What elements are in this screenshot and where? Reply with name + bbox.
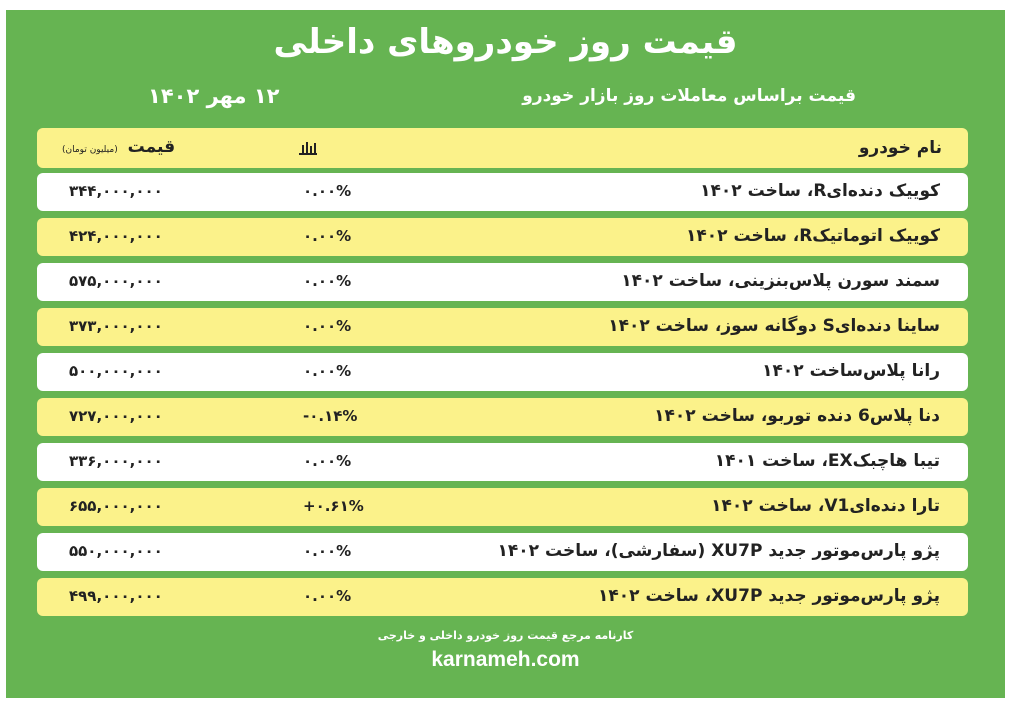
table-row — [37, 488, 968, 526]
car-name: ساینا دنده‌ایS دوگانه سوز، ساخت ۱۴۰۲ — [608, 316, 940, 336]
table-row — [37, 218, 968, 256]
table-row — [37, 443, 968, 481]
car-price: ۵۷۵,۰۰۰,۰۰۰ — [69, 272, 163, 290]
car-name: سمند سورن پلاس‌بنزینی، ساخت ۱۴۰۲ — [621, 271, 940, 291]
car-name: تارا دنده‌ایV1، ساخت ۱۴۰۲ — [711, 496, 940, 516]
table-row — [37, 173, 968, 211]
car-name: دنا پلاس6 دنده توربو، ساخت ۱۴۰۲ — [654, 406, 940, 426]
car-name: کوییک دنده‌ایR، ساخت ۱۴۰۲ — [700, 181, 940, 201]
header-price-label: قیمت — [127, 137, 176, 157]
price-change: ۰.۰۰% — [303, 452, 352, 470]
table-row — [37, 578, 968, 616]
page-title: قیمت روز خودروهای داخلی — [273, 22, 738, 62]
car-name: کوییک اتوماتیکR، ساخت ۱۴۰۲ — [686, 226, 940, 246]
price-change: ۰.۰۰% — [303, 587, 352, 605]
car-price: ۳۴۴,۰۰۰,۰۰۰ — [69, 182, 163, 200]
car-price: ۴۲۴,۰۰۰,۰۰۰ — [69, 227, 163, 245]
date-label: ۱۲ مهر ۱۴۰۲ — [148, 84, 280, 108]
car-price: ۳۳۶,۰۰۰,۰۰۰ — [69, 452, 163, 470]
price-change: -۰.۱۴% — [303, 407, 358, 425]
table-row — [37, 533, 968, 571]
car-name: تیبا هاچبکEX، ساخت ۱۴۰۱ — [714, 451, 940, 471]
price-change: +۰.۶۱% — [303, 497, 364, 515]
car-name: پژو پارس‌موتور جدید XU7P (سفارشی)، ساخت ۱۴۰۲ — [497, 541, 940, 561]
price-change: ۰.۰۰% — [303, 362, 352, 380]
car-price: ۴۹۹,۰۰۰,۰۰۰ — [69, 587, 163, 605]
table-row — [37, 263, 968, 301]
car-name: رانا پلاس‌ساخت ۱۴۰۲ — [762, 361, 940, 381]
table-row — [37, 398, 968, 436]
table-row — [37, 308, 968, 346]
car-price: ۷۲۷,۰۰۰,۰۰۰ — [69, 407, 163, 425]
table-row — [37, 353, 968, 391]
car-price: ۵۵۰,۰۰۰,۰۰۰ — [69, 542, 163, 560]
footer-site-link[interactable]: karnameh.com — [431, 648, 580, 671]
price-change: ۰.۰۰% — [303, 542, 352, 560]
car-price: ۵۰۰,۰۰۰,۰۰۰ — [69, 362, 163, 380]
footer-tagline: کارنامه مرجع قیمت روز خودرو داخلی و خارجی — [377, 629, 634, 642]
price-change: ۰.۰۰% — [303, 182, 352, 200]
table-header — [37, 128, 968, 168]
car-price: ۳۷۳,۰۰۰,۰۰۰ — [69, 317, 163, 335]
price-change: ۰.۰۰% — [303, 317, 352, 335]
header-name: نام خودرو — [858, 138, 942, 158]
header-price — [62, 137, 175, 157]
header-price-unit: (میلیون تومان) — [62, 145, 118, 155]
car-price: ۶۵۵,۰۰۰,۰۰۰ — [69, 497, 163, 515]
car-name: پژو پارس‌موتور جدید XU7P، ساخت ۱۴۰۲ — [598, 586, 940, 606]
price-change: ۰.۰۰% — [303, 272, 352, 290]
price-change: ۰.۰۰% — [303, 227, 352, 245]
bar-chart-icon — [299, 140, 317, 160]
subtitle: قیمت براساس معاملات روز بازار خودرو — [522, 86, 856, 106]
